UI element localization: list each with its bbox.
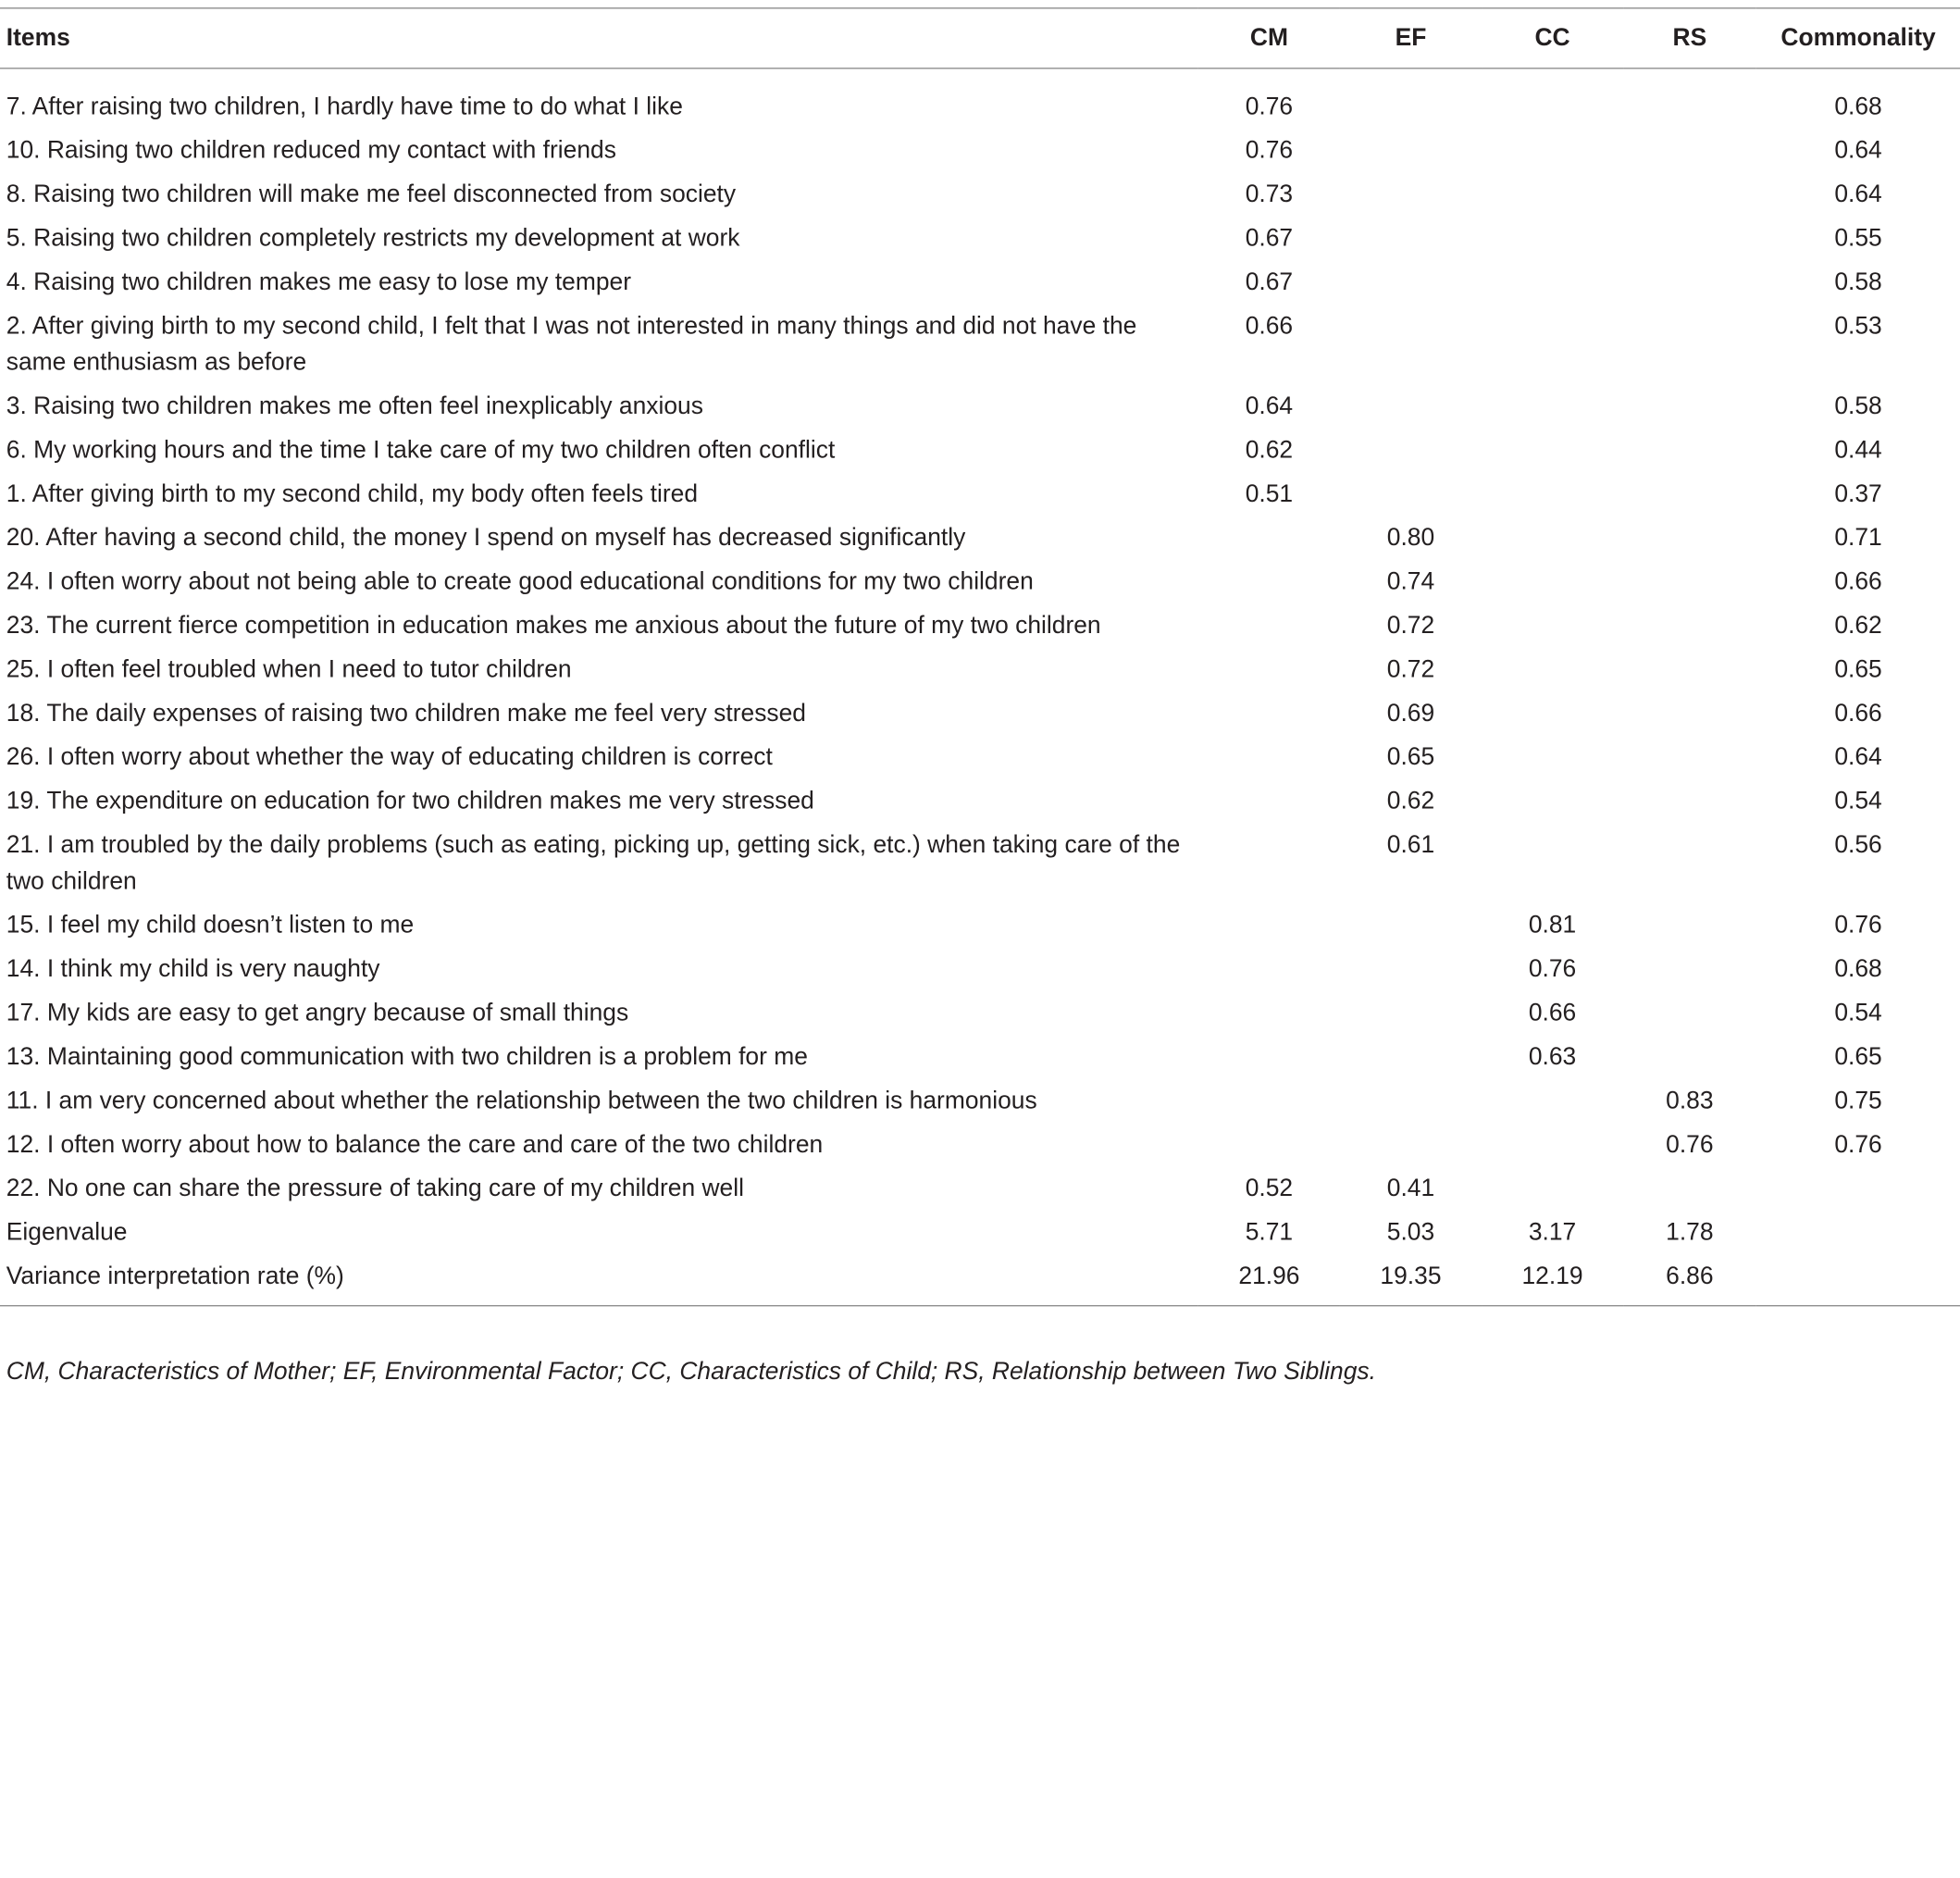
- rs-cell: [1623, 130, 1756, 173]
- rs-cell: 6.86: [1666, 1262, 1714, 1290]
- commonality-cell: 0.76: [1834, 911, 1882, 939]
- item-cell: Eigenvalue: [6, 1218, 128, 1247]
- cm-cell: [1198, 1036, 1340, 1079]
- cc-cell: 0.76: [1528, 955, 1577, 983]
- item-cell: 19. The expenditure on education for two children makes me very stressed: [6, 787, 814, 815]
- ef-cell: [1340, 1079, 1482, 1123]
- table-row: [0, 1211, 1960, 1254]
- item-cell: 25. I often feel troubled when I need to tutor children: [6, 655, 572, 684]
- rs-cell: [1623, 824, 1756, 904]
- ef-cell: [1340, 1124, 1482, 1167]
- table-row: [0, 385, 1960, 429]
- ef-cell: [1340, 173, 1482, 217]
- item-cell: 24. I often worry about not being able to create good educational conditions for my two children: [6, 567, 1034, 596]
- cc-cell: 0.63: [1528, 1042, 1577, 1071]
- cc-cell: [1482, 736, 1623, 779]
- rs-cell: [1623, 692, 1756, 736]
- table-row: [0, 904, 1960, 948]
- commonality-cell: 0.66: [1834, 567, 1882, 596]
- rs-cell: [1623, 736, 1756, 779]
- cc-cell: [1482, 516, 1623, 560]
- cc-cell: 0.81: [1528, 911, 1577, 939]
- ef-cell: [1340, 217, 1482, 260]
- cc-cell: [1482, 560, 1623, 603]
- commonality-cell: 0.75: [1834, 1087, 1882, 1115]
- table-footnote: CM, Characteristics of Mother; EF, Environmental Factor; CC, Characteristics of Child; RS, Relationship between Two Siblings.: [6, 1357, 1376, 1386]
- cc-cell: [1482, 261, 1623, 305]
- cm-cell: [1198, 1124, 1340, 1167]
- item-cell: Variance interpretation rate (%): [6, 1262, 344, 1290]
- table-row: [0, 429, 1960, 472]
- commonality-cell: [1756, 1211, 1960, 1254]
- header-rs: RS: [1672, 23, 1707, 52]
- header-ef: EF: [1395, 23, 1427, 52]
- cc-cell: [1482, 692, 1623, 736]
- commonality-cell: 0.58: [1834, 267, 1882, 296]
- item-cell: 8. Raising two children will make me feel disconnected from society: [6, 180, 737, 208]
- commonality-cell: 0.68: [1834, 955, 1882, 983]
- cm-cell: [1198, 991, 1340, 1035]
- cc-cell: [1482, 473, 1623, 516]
- ef-cell: [1340, 473, 1482, 516]
- cm-cell: [1198, 692, 1340, 736]
- item-cell: 11. I am very concerned about whether the relationship between the two children is harmonious: [6, 1087, 1037, 1115]
- item-cell: 26. I often worry about whether the way of educating children is correct: [6, 743, 773, 772]
- item-cell: 7. After raising two children, I hardly have time to do what I like: [6, 93, 683, 121]
- rs-cell: [1623, 1036, 1756, 1079]
- item-cell: 1. After giving birth to my second child, my body often feels tired: [6, 479, 699, 508]
- commonality-cell: 0.64: [1834, 743, 1882, 772]
- commonality-cell: 0.56: [1834, 831, 1882, 859]
- table-row: [0, 261, 1960, 305]
- table-row: [0, 604, 1960, 648]
- table-row: [0, 736, 1960, 779]
- item-cell: 3. Raising two children makes me often feel inexplicably anxious: [6, 392, 703, 420]
- rs-cell: [1623, 385, 1756, 429]
- table-row: [0, 560, 1960, 603]
- cm-cell: 0.66: [1245, 312, 1294, 341]
- rs-cell: [1623, 604, 1756, 648]
- item-cell: 20. After having a second child, the money I spend on myself has decreased significantly: [6, 524, 966, 552]
- commonality-cell: [1756, 1167, 1960, 1211]
- item-cell: 13. Maintaining good communication with two children is a problem for me: [6, 1042, 808, 1071]
- ef-cell: 0.62: [1386, 787, 1435, 815]
- ef-cell: 19.35: [1380, 1262, 1442, 1290]
- ef-cell: [1340, 385, 1482, 429]
- table-row: [0, 1124, 1960, 1167]
- cm-cell: 0.62: [1245, 436, 1294, 465]
- header-commonality: Commonality: [1780, 23, 1936, 52]
- rs-cell: [1623, 173, 1756, 217]
- table-row: [0, 1255, 1960, 1306]
- cc-cell: [1482, 68, 1623, 130]
- cc-cell: [1482, 385, 1623, 429]
- cc-cell: [1482, 1124, 1623, 1167]
- item-cell: 18. The daily expenses of raising two children make me feel very stressed: [6, 699, 807, 728]
- table-row: [0, 217, 1960, 260]
- rs-cell: [1623, 648, 1756, 691]
- commonality-cell: 0.44: [1834, 436, 1882, 465]
- ef-cell: [1340, 130, 1482, 173]
- cc-cell: [1482, 217, 1623, 260]
- item-cell: 14. I think my child is very naughty: [6, 955, 380, 983]
- commonality-cell: 0.65: [1834, 1042, 1882, 1071]
- header-row: [0, 8, 1960, 68]
- item-cell: 17. My kids are easy to get angry because of small things: [6, 999, 629, 1027]
- cm-cell: [1198, 560, 1340, 603]
- cm-cell: [1198, 648, 1340, 691]
- commonality-cell: 0.53: [1834, 312, 1882, 341]
- commonality-cell: 0.71: [1834, 524, 1882, 552]
- cm-cell: [1198, 948, 1340, 991]
- item-cell: 12. I often worry about how to balance the care and care of the two children: [6, 1130, 824, 1159]
- rs-cell: 0.76: [1666, 1130, 1714, 1159]
- ef-cell: 0.80: [1386, 524, 1435, 552]
- table-row: [0, 824, 1960, 904]
- rs-cell: [1623, 779, 1756, 823]
- rs-cell: 0.83: [1666, 1087, 1714, 1115]
- cm-cell: [1198, 824, 1340, 904]
- table-body: [0, 68, 1960, 1306]
- rs-cell: [1623, 904, 1756, 948]
- cc-cell: [1482, 779, 1623, 823]
- cc-cell: 0.66: [1528, 999, 1577, 1027]
- ef-cell: [1340, 68, 1482, 130]
- rs-cell: [1623, 948, 1756, 991]
- item-cell: 23. The current fierce competition in education makes me anxious about the future of my two children: [6, 611, 1101, 640]
- rs-cell: [1623, 305, 1756, 385]
- ef-cell: [1340, 429, 1482, 472]
- cc-cell: [1482, 824, 1623, 904]
- commonality-cell: 0.54: [1834, 787, 1882, 815]
- cc-cell: [1482, 305, 1623, 385]
- ef-cell: 0.41: [1386, 1175, 1435, 1202]
- item-cell: 2. After giving birth to my second child, I felt that I was not interested in many things and did not have the same enthusiasm as before: [6, 312, 1137, 377]
- cm-cell: 0.76: [1245, 93, 1294, 121]
- cc-cell: [1482, 648, 1623, 691]
- cm-cell: [1198, 604, 1340, 648]
- factor-loading-table: [0, 7, 1960, 1306]
- table-row: [0, 68, 1960, 130]
- cm-cell: 0.52: [1245, 1175, 1294, 1202]
- item-cell: 21. I am troubled by the daily problems (such as eating, picking up, getting sick, etc.) when taking care of the two children: [6, 831, 1181, 896]
- table-row: [0, 173, 1960, 217]
- rs-cell: [1623, 68, 1756, 130]
- header-items: Items: [6, 23, 70, 52]
- commonality-cell: 0.55: [1834, 224, 1882, 253]
- table-row: [0, 130, 1960, 173]
- ef-cell: [1340, 904, 1482, 948]
- cm-cell: [1198, 779, 1340, 823]
- ef-cell: 0.74: [1386, 567, 1435, 596]
- cm-cell: 0.76: [1245, 136, 1294, 165]
- cm-cell: [1198, 516, 1340, 560]
- item-cell: 6. My working hours and the time I take care of my two children often conflict: [6, 436, 836, 465]
- rs-cell: [1623, 991, 1756, 1035]
- header-cc: CC: [1534, 23, 1570, 52]
- commonality-cell: 0.62: [1834, 611, 1882, 640]
- commonality-cell: 0.64: [1834, 180, 1882, 208]
- ef-cell: 5.03: [1386, 1218, 1435, 1247]
- item-cell: 4. Raising two children makes me easy to lose my temper: [6, 267, 632, 296]
- cc-cell: [1482, 1167, 1623, 1211]
- ef-cell: 0.65: [1386, 743, 1435, 772]
- item-cell: 22. No one can share the pressure of taking care of my children well: [6, 1175, 744, 1202]
- commonality-cell: 0.65: [1834, 655, 1882, 684]
- ef-cell: [1340, 305, 1482, 385]
- table-row: [0, 991, 1960, 1035]
- cm-cell: 5.71: [1245, 1218, 1294, 1247]
- ef-cell: 0.61: [1386, 831, 1435, 859]
- rs-cell: [1623, 217, 1756, 260]
- ef-cell: 0.72: [1386, 611, 1435, 640]
- item-cell: 10. Raising two children reduced my contact with friends: [6, 136, 616, 165]
- item-cell: 15. I feel my child doesn’t listen to me: [6, 911, 415, 939]
- cm-cell: [1198, 736, 1340, 779]
- commonality-cell: 0.58: [1834, 392, 1882, 420]
- commonality-cell: [1756, 1255, 1960, 1306]
- table-row: [0, 473, 1960, 516]
- rs-cell: [1623, 261, 1756, 305]
- cm-cell: 0.51: [1245, 479, 1294, 508]
- rs-cell: [1623, 516, 1756, 560]
- table-row: [0, 779, 1960, 823]
- commonality-cell: 0.64: [1834, 136, 1882, 165]
- table-row: [0, 516, 1960, 560]
- ef-cell: 0.69: [1386, 699, 1435, 728]
- commonality-cell: 0.37: [1834, 479, 1882, 508]
- cm-cell: 21.96: [1238, 1262, 1300, 1290]
- ef-cell: 0.72: [1386, 655, 1435, 684]
- rs-cell: [1623, 473, 1756, 516]
- table-row: [0, 648, 1960, 691]
- rs-cell: [1623, 1167, 1756, 1211]
- cm-cell: 0.67: [1245, 267, 1294, 296]
- cc-cell: 12.19: [1521, 1262, 1583, 1290]
- ef-cell: [1340, 991, 1482, 1035]
- cm-cell: [1198, 1079, 1340, 1123]
- cc-cell: 3.17: [1528, 1218, 1577, 1247]
- cm-cell: 0.73: [1245, 180, 1294, 208]
- rs-cell: [1623, 429, 1756, 472]
- cc-cell: [1482, 130, 1623, 173]
- rs-cell: [1623, 560, 1756, 603]
- table-row: [0, 692, 1960, 736]
- cm-cell: [1198, 904, 1340, 948]
- ef-cell: [1340, 948, 1482, 991]
- table-row: [0, 948, 1960, 991]
- rs-cell: 1.78: [1666, 1218, 1714, 1247]
- table-row: [0, 1167, 1960, 1211]
- table-row: [0, 305, 1960, 385]
- table-row: [0, 1079, 1960, 1123]
- cc-cell: [1482, 1079, 1623, 1123]
- ef-cell: [1340, 1036, 1482, 1079]
- cc-cell: [1482, 604, 1623, 648]
- table-row: [0, 1036, 1960, 1079]
- cm-cell: 0.67: [1245, 224, 1294, 253]
- header-cm: CM: [1249, 23, 1288, 52]
- commonality-cell: 0.66: [1834, 699, 1882, 728]
- cm-cell: 0.64: [1245, 392, 1294, 420]
- cc-cell: [1482, 173, 1623, 217]
- ef-cell: [1340, 261, 1482, 305]
- commonality-cell: 0.68: [1834, 93, 1882, 121]
- item-cell: 5. Raising two children completely restricts my development at work: [6, 224, 740, 253]
- commonality-cell: 0.76: [1834, 1130, 1882, 1159]
- commonality-cell: 0.54: [1834, 999, 1882, 1027]
- cc-cell: [1482, 429, 1623, 472]
